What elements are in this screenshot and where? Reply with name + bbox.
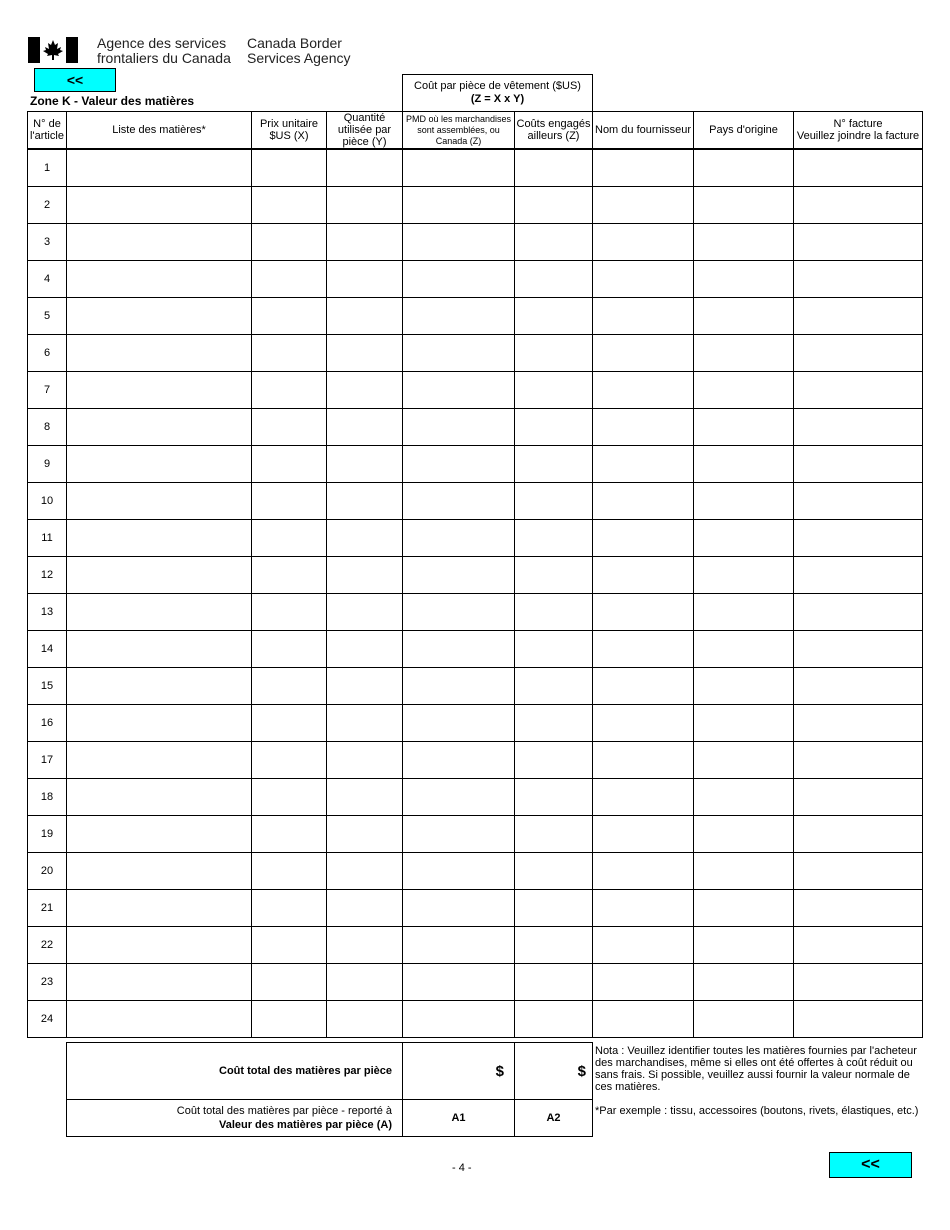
cost-group-line1: Coût par pièce de vêtement ($US) xyxy=(414,80,581,92)
cell-quantity[interactable] xyxy=(327,446,403,483)
cell-origin[interactable] xyxy=(694,483,794,520)
cell-pmd[interactable] xyxy=(403,149,515,187)
cell-pmd[interactable] xyxy=(403,853,515,890)
cell-elsewhere[interactable] xyxy=(515,483,593,520)
cell-origin[interactable] xyxy=(694,335,794,372)
cell-materials[interactable] xyxy=(67,631,252,668)
cell-materials[interactable] xyxy=(67,594,252,631)
cell-invoice[interactable] xyxy=(794,557,923,594)
cell-elsewhere[interactable] xyxy=(515,890,593,927)
cell-quantity[interactable] xyxy=(327,779,403,816)
table-row xyxy=(28,594,923,631)
page-number: - 4 - xyxy=(452,1162,472,1174)
cell-origin[interactable] xyxy=(694,224,794,261)
cell-unit-price[interactable] xyxy=(252,224,327,261)
cell-supplier[interactable] xyxy=(593,705,694,742)
table-row xyxy=(28,1001,923,1038)
cell-unit-price[interactable] xyxy=(252,1001,327,1038)
cell-invoice[interactable] xyxy=(794,409,923,446)
table-row xyxy=(28,335,923,372)
cell-origin[interactable] xyxy=(694,409,794,446)
row-number: 14 xyxy=(28,631,67,668)
col-invoice xyxy=(794,112,923,150)
agency-name-fr xyxy=(97,36,231,66)
cell-quantity[interactable] xyxy=(327,668,403,705)
reported-line2: Valeur des matières par pièce (A) xyxy=(218,1119,392,1131)
cell-supplier[interactable] xyxy=(593,964,694,1001)
agency-en-line1: Canada Border xyxy=(247,35,342,51)
cell-supplier[interactable] xyxy=(593,335,694,372)
back-button-bottom[interactable]: << xyxy=(829,1152,912,1178)
row-number: 16 xyxy=(28,705,67,742)
cell-pmd[interactable] xyxy=(403,927,515,964)
cell-pmd[interactable] xyxy=(403,187,515,224)
cell-pmd[interactable] xyxy=(403,964,515,1001)
row-number: 2 xyxy=(28,187,67,224)
cell-invoice[interactable] xyxy=(794,224,923,261)
agency-fr-line1: Agence des services xyxy=(97,35,227,51)
cell-quantity[interactable] xyxy=(327,742,403,779)
cell-unit-price[interactable] xyxy=(252,890,327,927)
cell-elsewhere[interactable] xyxy=(515,742,593,779)
cell-unit-price[interactable] xyxy=(252,149,327,187)
row-number: 12 xyxy=(28,557,67,594)
row-number: 20 xyxy=(28,853,67,890)
cell-invoice[interactable] xyxy=(794,668,923,705)
cell-unit-price[interactable] xyxy=(252,335,327,372)
table-row xyxy=(28,816,923,853)
agency-name-en xyxy=(247,36,351,66)
cell-quantity[interactable] xyxy=(327,335,403,372)
cell-materials[interactable] xyxy=(67,964,252,1001)
cell-supplier[interactable] xyxy=(593,927,694,964)
total-elsewhere-field[interactable]: $ xyxy=(515,1043,593,1100)
row-number: 4 xyxy=(28,261,67,298)
cell-materials[interactable] xyxy=(67,335,252,372)
cell-origin[interactable] xyxy=(694,964,794,1001)
cell-quantity[interactable] xyxy=(327,224,403,261)
col-supplier: Nom du fournisseur xyxy=(593,112,694,150)
cell-supplier[interactable] xyxy=(593,668,694,705)
col-origin: Pays d'origine xyxy=(694,112,794,150)
cell-unit-price[interactable] xyxy=(252,483,327,520)
row-number: 17 xyxy=(28,742,67,779)
cell-elsewhere[interactable] xyxy=(515,668,593,705)
table-row xyxy=(28,742,923,779)
row-number: 6 xyxy=(28,335,67,372)
cell-unit-price[interactable] xyxy=(252,261,327,298)
cell-origin[interactable] xyxy=(694,372,794,409)
cell-invoice[interactable] xyxy=(794,705,923,742)
cell-unit-price[interactable] xyxy=(252,853,327,890)
row-number: 21 xyxy=(28,890,67,927)
col-elsewhere: Coûts engagés ailleurs (Z) xyxy=(515,112,593,150)
cell-invoice[interactable] xyxy=(794,631,923,668)
cell-unit-price[interactable] xyxy=(252,446,327,483)
cell-origin[interactable] xyxy=(694,557,794,594)
table-row xyxy=(28,409,923,446)
total-cost-label: Coût total des matières par pièce xyxy=(67,1043,403,1100)
cell-invoice[interactable] xyxy=(794,187,923,224)
row-number: 24 xyxy=(28,1001,67,1038)
table-row xyxy=(28,149,923,187)
table-row xyxy=(28,446,923,483)
table-row xyxy=(28,557,923,594)
row-number: 11 xyxy=(28,520,67,557)
cell-invoice[interactable] xyxy=(794,149,923,187)
cell-invoice[interactable] xyxy=(794,298,923,335)
table-row xyxy=(28,705,923,742)
row-number: 22 xyxy=(28,927,67,964)
a1-label: A1 xyxy=(403,1100,515,1137)
cell-elsewhere[interactable] xyxy=(515,372,593,409)
cell-supplier[interactable] xyxy=(593,890,694,927)
col-materials: Liste des matières* xyxy=(67,112,252,150)
cell-pmd[interactable] xyxy=(403,298,515,335)
table-row xyxy=(28,853,923,890)
row-number: 3 xyxy=(28,224,67,261)
cell-pmd[interactable] xyxy=(403,816,515,853)
cell-invoice[interactable] xyxy=(794,1001,923,1038)
cell-supplier[interactable] xyxy=(593,594,694,631)
col-invoice-line1: N° facture xyxy=(833,118,883,130)
agency-en-line2: Services Agency xyxy=(247,50,351,66)
cell-materials[interactable] xyxy=(67,779,252,816)
cell-materials[interactable] xyxy=(67,890,252,927)
cell-elsewhere[interactable] xyxy=(515,335,593,372)
row-number: 1 xyxy=(28,149,67,187)
cell-pmd[interactable] xyxy=(403,335,515,372)
cell-origin[interactable] xyxy=(694,594,794,631)
example-note: *Par exemple : tissu, accessoires (boutons, rivets, élastiques, etc.) xyxy=(595,1105,919,1117)
cell-supplier[interactable] xyxy=(593,1001,694,1038)
cell-pmd[interactable] xyxy=(403,224,515,261)
reported-cost-label xyxy=(67,1100,403,1137)
agency-fr-line2: frontaliers du Canada xyxy=(97,50,231,66)
cell-origin[interactable] xyxy=(694,779,794,816)
cell-elsewhere[interactable] xyxy=(515,705,593,742)
cell-elsewhere[interactable] xyxy=(515,261,593,298)
cell-pmd[interactable] xyxy=(403,705,515,742)
cell-quantity[interactable] xyxy=(327,927,403,964)
cell-supplier[interactable] xyxy=(593,520,694,557)
cell-quantity[interactable] xyxy=(327,149,403,187)
cell-invoice[interactable] xyxy=(794,816,923,853)
cell-materials[interactable] xyxy=(67,520,252,557)
cell-quantity[interactable] xyxy=(327,816,403,853)
cell-supplier[interactable] xyxy=(593,149,694,187)
cell-pmd[interactable] xyxy=(403,1001,515,1038)
cell-origin[interactable] xyxy=(694,890,794,927)
cell-materials[interactable] xyxy=(67,224,252,261)
cell-materials[interactable] xyxy=(67,261,252,298)
cell-pmd[interactable] xyxy=(403,890,515,927)
cell-unit-price[interactable] xyxy=(252,816,327,853)
table-row xyxy=(28,520,923,557)
col-unit-price: Prix unitaire $US (X) xyxy=(252,112,327,150)
cell-elsewhere[interactable] xyxy=(515,816,593,853)
table-row xyxy=(28,631,923,668)
cell-quantity[interactable] xyxy=(327,853,403,890)
cell-pmd[interactable] xyxy=(403,594,515,631)
cell-unit-price[interactable] xyxy=(252,520,327,557)
cell-pmd[interactable] xyxy=(403,483,515,520)
cell-quantity[interactable] xyxy=(327,631,403,668)
col-invoice-line2: Veuillez joindre la facture xyxy=(796,130,920,142)
cell-pmd[interactable] xyxy=(403,631,515,668)
cell-supplier[interactable] xyxy=(593,372,694,409)
cell-materials[interactable] xyxy=(67,446,252,483)
cell-materials[interactable] xyxy=(67,372,252,409)
cell-origin[interactable] xyxy=(694,853,794,890)
cell-materials[interactable] xyxy=(67,742,252,779)
materials-table xyxy=(27,111,923,1038)
cell-supplier[interactable] xyxy=(593,742,694,779)
cell-supplier[interactable] xyxy=(593,298,694,335)
cell-supplier[interactable] xyxy=(593,224,694,261)
table-row xyxy=(28,224,923,261)
cell-quantity[interactable] xyxy=(327,261,403,298)
cell-materials[interactable] xyxy=(67,1001,252,1038)
row-number: 15 xyxy=(28,668,67,705)
total-pmd-field[interactable]: $ xyxy=(403,1043,515,1100)
cell-supplier[interactable] xyxy=(593,261,694,298)
cell-origin[interactable] xyxy=(694,816,794,853)
cell-invoice[interactable] xyxy=(794,853,923,890)
cell-supplier[interactable] xyxy=(593,816,694,853)
cell-supplier[interactable] xyxy=(593,409,694,446)
cell-unit-price[interactable] xyxy=(252,779,327,816)
cell-elsewhere[interactable] xyxy=(515,446,593,483)
cell-unit-price[interactable] xyxy=(252,927,327,964)
table-row xyxy=(28,779,923,816)
cell-quantity[interactable] xyxy=(327,187,403,224)
cell-origin[interactable] xyxy=(694,631,794,668)
cell-materials[interactable] xyxy=(67,927,252,964)
table-row xyxy=(28,372,923,409)
cell-quantity[interactable] xyxy=(327,483,403,520)
cell-pmd[interactable] xyxy=(403,668,515,705)
table-row xyxy=(28,927,923,964)
cell-unit-price[interactable] xyxy=(252,409,327,446)
row-number: 18 xyxy=(28,779,67,816)
cell-elsewhere[interactable] xyxy=(515,187,593,224)
table-row xyxy=(28,187,923,224)
cell-unit-price[interactable] xyxy=(252,594,327,631)
cell-quantity[interactable] xyxy=(327,964,403,1001)
cell-invoice[interactable] xyxy=(794,520,923,557)
cell-invoice[interactable] xyxy=(794,594,923,631)
cell-invoice[interactable] xyxy=(794,335,923,372)
back-button-top[interactable]: << xyxy=(34,68,116,92)
cell-unit-price[interactable] xyxy=(252,705,327,742)
cell-supplier[interactable] xyxy=(593,631,694,668)
row-number: 5 xyxy=(28,298,67,335)
cell-pmd[interactable] xyxy=(403,742,515,779)
table-row xyxy=(28,483,923,520)
cell-origin[interactable] xyxy=(694,187,794,224)
cell-unit-price[interactable] xyxy=(252,557,327,594)
cell-quantity[interactable] xyxy=(327,594,403,631)
cell-invoice[interactable] xyxy=(794,964,923,1001)
cell-quantity[interactable] xyxy=(327,298,403,335)
cell-elsewhere[interactable] xyxy=(515,149,593,187)
table-row xyxy=(28,261,923,298)
cell-materials[interactable] xyxy=(67,557,252,594)
cell-materials[interactable] xyxy=(67,187,252,224)
cell-origin[interactable] xyxy=(694,261,794,298)
cell-origin[interactable] xyxy=(694,149,794,187)
row-number: 19 xyxy=(28,816,67,853)
cell-invoice[interactable] xyxy=(794,261,923,298)
col-pmd: PMD où les marchandises sont assemblées, ou Canada (Z) xyxy=(403,112,515,150)
cell-elsewhere[interactable] xyxy=(515,631,593,668)
cell-pmd[interactable] xyxy=(403,446,515,483)
row-number: 10 xyxy=(28,483,67,520)
row-number: 23 xyxy=(28,964,67,1001)
cell-materials[interactable] xyxy=(67,409,252,446)
row-number: 13 xyxy=(28,594,67,631)
cell-elsewhere[interactable] xyxy=(515,964,593,1001)
row-number: 8 xyxy=(28,409,67,446)
cell-invoice[interactable] xyxy=(794,779,923,816)
cell-origin[interactable] xyxy=(694,1001,794,1038)
cell-elsewhere[interactable] xyxy=(515,520,593,557)
table-row xyxy=(28,298,923,335)
cell-pmd[interactable] xyxy=(403,520,515,557)
canada-flag-icon xyxy=(28,37,78,63)
cell-invoice[interactable] xyxy=(794,927,923,964)
table-row xyxy=(28,668,923,705)
totals-table xyxy=(66,1042,593,1137)
col-item-no: N° de l'article xyxy=(28,112,67,150)
cell-invoice[interactable] xyxy=(794,483,923,520)
cell-origin[interactable] xyxy=(694,668,794,705)
cell-invoice[interactable] xyxy=(794,372,923,409)
cell-quantity[interactable] xyxy=(327,372,403,409)
reported-line1: Coût total des matières par pièce - reporté à xyxy=(176,1105,392,1117)
cell-elsewhere[interactable] xyxy=(515,779,593,816)
cell-quantity[interactable] xyxy=(327,557,403,594)
cell-pmd[interactable] xyxy=(403,372,515,409)
cell-elsewhere[interactable] xyxy=(515,557,593,594)
nota-text: Nota : Veuillez identifier toutes les matières fournies par l'acheteur des marchandises, même si elles ont été offertes à coût réduit ou sans frais. Si possible, veuillez aussi fournir la valeur normale de ces matières. xyxy=(595,1045,917,1093)
cell-unit-price[interactable] xyxy=(252,372,327,409)
cell-invoice[interactable] xyxy=(794,446,923,483)
cell-materials[interactable] xyxy=(67,668,252,705)
cell-unit-price[interactable] xyxy=(252,298,327,335)
cell-supplier[interactable] xyxy=(593,853,694,890)
cell-unit-price[interactable] xyxy=(252,964,327,1001)
cell-origin[interactable] xyxy=(694,446,794,483)
cell-quantity[interactable] xyxy=(327,1001,403,1038)
cost-per-piece-header xyxy=(402,74,593,112)
cell-invoice[interactable] xyxy=(794,742,923,779)
a2-label: A2 xyxy=(515,1100,593,1137)
cell-materials[interactable] xyxy=(67,853,252,890)
cell-unit-price[interactable] xyxy=(252,187,327,224)
cell-quantity[interactable] xyxy=(327,409,403,446)
cell-supplier[interactable] xyxy=(593,779,694,816)
cell-invoice[interactable] xyxy=(794,890,923,927)
cell-elsewhere[interactable] xyxy=(515,224,593,261)
cell-elsewhere[interactable] xyxy=(515,594,593,631)
row-number: 7 xyxy=(28,372,67,409)
table-row xyxy=(28,964,923,1001)
cell-elsewhere[interactable] xyxy=(515,927,593,964)
cell-pmd[interactable] xyxy=(403,779,515,816)
cell-pmd[interactable] xyxy=(403,261,515,298)
cell-origin[interactable] xyxy=(694,742,794,779)
cell-materials[interactable] xyxy=(67,483,252,520)
cell-materials[interactable] xyxy=(67,705,252,742)
cell-supplier[interactable] xyxy=(593,446,694,483)
cell-materials[interactable] xyxy=(67,149,252,187)
cell-unit-price[interactable] xyxy=(252,742,327,779)
cell-elsewhere[interactable] xyxy=(515,1001,593,1038)
cell-elsewhere[interactable] xyxy=(515,298,593,335)
cell-materials[interactable] xyxy=(67,816,252,853)
col-quantity: Quantité utilisée par pièce (Y) xyxy=(327,112,403,150)
cell-origin[interactable] xyxy=(694,927,794,964)
cell-pmd[interactable] xyxy=(403,409,515,446)
cell-supplier[interactable] xyxy=(593,483,694,520)
zone-title: Zone K - Valeur des matières xyxy=(30,94,195,108)
cell-supplier[interactable] xyxy=(593,557,694,594)
cell-quantity[interactable] xyxy=(327,705,403,742)
row-number: 9 xyxy=(28,446,67,483)
cell-pmd[interactable] xyxy=(403,557,515,594)
cell-origin[interactable] xyxy=(694,705,794,742)
table-row xyxy=(28,890,923,927)
cell-unit-price[interactable] xyxy=(252,668,327,705)
cell-supplier[interactable] xyxy=(593,187,694,224)
cost-group-formula: (Z = X x Y) xyxy=(470,93,525,105)
cell-elsewhere[interactable] xyxy=(515,409,593,446)
cell-quantity[interactable] xyxy=(327,890,403,927)
cell-elsewhere[interactable] xyxy=(515,853,593,890)
cell-quantity[interactable] xyxy=(327,520,403,557)
cell-materials[interactable] xyxy=(67,298,252,335)
cell-unit-price[interactable] xyxy=(252,631,327,668)
cell-origin[interactable] xyxy=(694,520,794,557)
cell-origin[interactable] xyxy=(694,298,794,335)
